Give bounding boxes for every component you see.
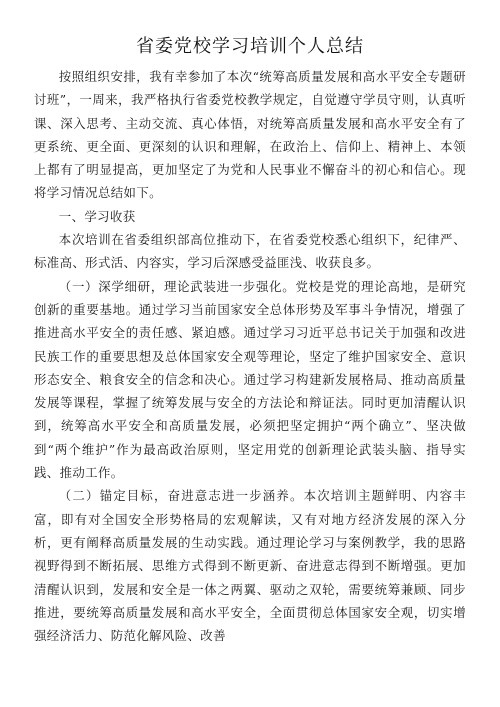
paragraph-point-one: （一）深学细研，理论武装进一步强化。党校是党的理论高地，是研究创新的重要基地。通过学习当前国家安全总体形势及军事斗争情况，增强了推进高水平安全的责任感、紧迫感。通过学习习近平总书记关于加强和改进民族工作的重要思想及总体国家安全观等理论，坚定了维护国家安全、意识形态安全、粮食安全的信念和决心。通过学习构建新发展格局、推动高质量发展等课程，掌握了统筹发展与安全的方法论和辩证法。同时更加清醒认识到，统筹高水平安全和高质量发展，必须把坚定拥护“两个确立”、坚决做到“两个维护”作为最高政治原则，坚定用党的创新理论武装头脑、指导实践、推动工作。 — [34, 278, 466, 481]
document-title: 省委党校学习培训个人总结 — [136, 36, 364, 57]
paragraph-point-two: （二）锚定目标，奋进意志进一步涵养。本次培训主题鲜明、内容丰富，即有对全国安全形势格局的宏观解读，又有对地方经济发展的深入分析，更有阐释高质量发展的生动实践。通过理论学习与案例教学，我的思路视野得到不断拓展、思维方式得到不断更新、奋进意志得到不断增强。更加清醒认识到，发展和安全是一体之两翼、驱动之双轮，需要统筹兼顾、同步推进，要统筹高质量发展和高水平安全，全面贯彻总体国家安全观，切实增强经济活力、防范化解风险、改善 — [34, 488, 466, 644]
section-heading-learning-gains: 一、学习收获 — [58, 208, 136, 224]
document-body — [34, 65, 466, 647]
paragraph-intro: 按照组织安排，我有幸参加了本次“统筹高质量发展和高水平安全专题研讨班”，一周来，我严格执行省委党校教学规定，自觉遵守学员守则，认真听课、深入思考、主动交流、真心体悟，对统筹高质量发展和高水平安全有了更系统、更全面、更深刻的认识和理解，在政治上、信仰上、精神上、本领上都有了明显提高，更加坚定了为党和人民事业不懈奋斗的初心和信心。现将学习情况总结如下。 — [34, 69, 466, 201]
paragraph-overview: 本次培训在省委组织部高位推动下，在省委党校悉心组织下，纪律严、标准高、形式活、内容实，学习后深感受益匪浅、收获良多。 — [34, 232, 466, 271]
